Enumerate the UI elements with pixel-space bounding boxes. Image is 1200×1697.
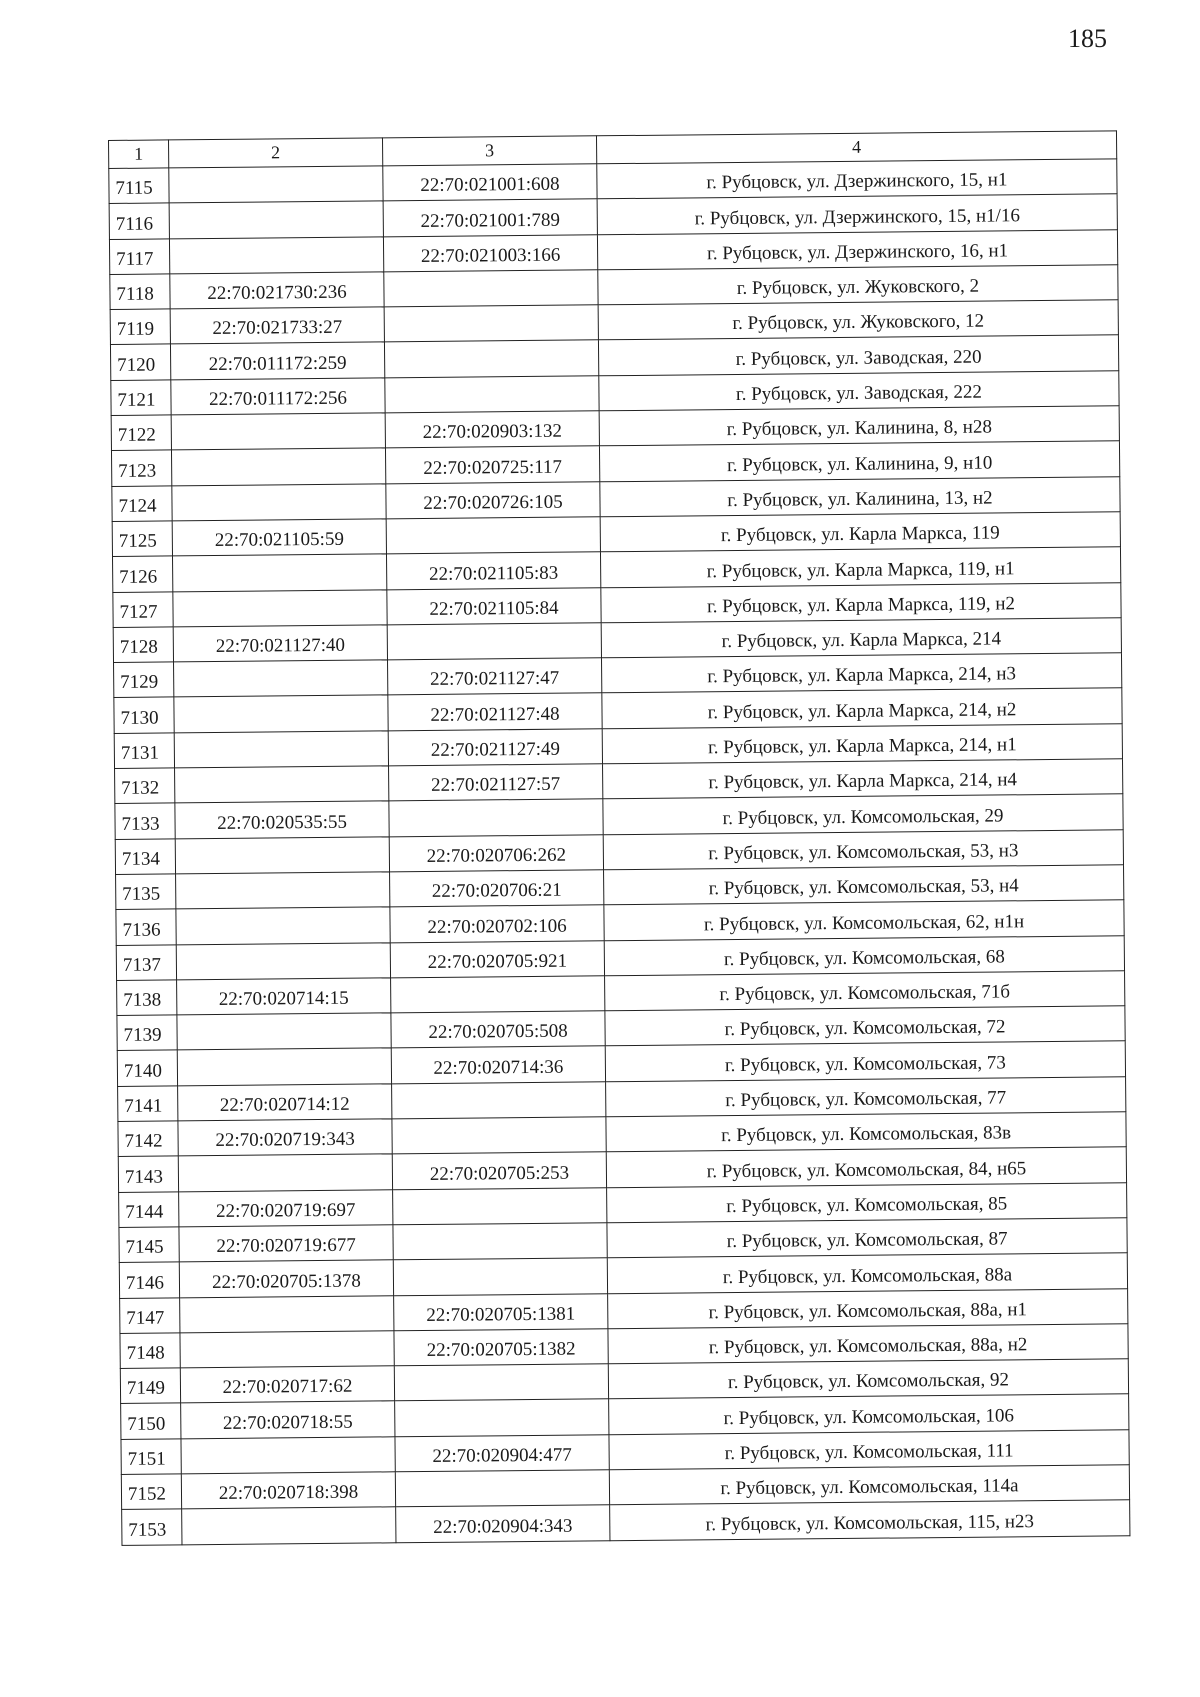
row-number-cell: 7139 [117,1015,177,1051]
cadastral-number-col3-cell: 22:70:020705:1382 [394,1329,608,1366]
cadastral-number-col3-cell [392,1081,606,1118]
address-cell: г. Рубцовск, ул. Карла Маркса, 119, н1 [600,547,1120,587]
cadastral-number-col3-cell: 22:70:020726:105 [386,481,600,518]
cadastral-number-col3-cell [393,1223,607,1260]
cadastral-number-col2-cell [177,1048,391,1085]
cadastral-number-col3-cell: 22:70:020714:36 [391,1046,605,1083]
cadastral-number-col3-cell: 22:70:020705:253 [392,1152,606,1189]
row-number-cell: 7134 [115,839,175,875]
cadastral-number-col3-cell [394,1364,608,1401]
cadastral-number-col2-cell [182,1507,396,1544]
cadastral-number-col2-cell [174,731,388,768]
cadastral-number-col3-cell [386,517,600,554]
row-number-cell: 7141 [118,1086,178,1122]
cadastral-number-col2-cell: 22:70:011172:256 [171,378,385,415]
cadastral-number-col3-cell [393,1258,607,1295]
cadastral-number-col3-cell: 22:70:020725:117 [385,446,599,483]
cadastral-number-col3-cell [395,1399,609,1436]
cadastral-number-col2-cell: 22:70:020718:398 [181,1472,395,1509]
registry-table [108,130,1130,1545]
address-cell: г. Рубцовск, ул. Комсомольская, 71б [605,971,1125,1011]
cadastral-number-col2-cell [175,836,389,873]
address-cell: г. Рубцовск, ул. Комсомольская, 84, н65 [606,1147,1126,1187]
row-number-cell: 7121 [111,380,171,416]
row-number-cell: 7148 [120,1333,180,1369]
cadastral-number-col3-cell: 22:70:021001:789 [383,199,597,236]
row-number-cell: 7135 [116,874,176,910]
address-cell: г. Рубцовск, ул. Комсомольская, 85 [607,1182,1127,1222]
cadastral-number-col3-cell: 22:70:020705:1381 [394,1293,608,1330]
cadastral-number-col3-cell [389,799,603,836]
address-cell: г. Рубцовск, ул. Комсомольская, 29 [603,794,1123,834]
cadastral-number-col3-cell [384,340,598,377]
cadastral-number-col2-cell [169,201,383,238]
cadastral-number-col2-cell [176,907,390,944]
cadastral-number-col3-cell [384,305,598,342]
cadastral-number-col2-cell [169,166,383,203]
column-header-2: 2 [169,138,383,168]
cadastral-number-col2-cell [180,1331,394,1368]
cadastral-number-col2-cell: 22:70:020719:697 [179,1189,393,1226]
cadastral-number-col2-cell: 22:70:011172:259 [170,342,384,379]
row-number-cell: 7133 [115,803,175,839]
row-number-cell: 7153 [122,1509,182,1545]
row-number-cell: 7128 [113,627,173,663]
cadastral-number-col2-cell [172,554,386,591]
address-cell: г. Рубцовск, ул. Комсомольская, 87 [607,1218,1127,1258]
row-number-cell: 7138 [117,980,177,1016]
cadastral-number-col2-cell: 22:70:020719:343 [178,1119,392,1156]
address-cell: г. Рубцовск, ул. Дзержинского, 15, н1 [597,159,1117,199]
cadastral-number-col3-cell: 22:70:020904:477 [395,1434,609,1471]
row-number-cell: 7123 [111,450,171,486]
cadastral-number-col2-cell [177,1013,391,1050]
address-cell: г. Рубцовск, ул. Комсомольская, 83в [606,1112,1126,1152]
address-cell: г. Рубцовск, ул. Комсомольская, 72 [605,1006,1125,1046]
address-cell: г. Рубцовск, ул. Комсомольская, 88а, н1 [608,1288,1128,1328]
cadastral-number-col3-cell: 22:70:021105:84 [387,587,601,624]
cadastral-number-col2-cell: 22:70:021105:59 [172,519,386,556]
address-cell: г. Рубцовск, ул. Карла Маркса, 214, н1 [602,724,1122,764]
row-number-cell: 7126 [113,556,173,592]
row-number-cell: 7142 [118,1121,178,1157]
cadastral-number-col3-cell [387,623,601,660]
row-number-cell: 7150 [121,1403,181,1439]
row-number-cell: 7118 [110,274,170,310]
cadastral-number-col3-cell: 22:70:021003:166 [383,234,597,271]
address-cell: г. Рубцовск, ул. Карла Маркса, 214, н3 [601,653,1121,693]
cadastral-number-col2-cell: 22:70:020719:677 [179,1225,393,1262]
cadastral-number-col3-cell: 22:70:021127:57 [389,764,603,801]
cadastral-number-col3-cell [392,1117,606,1154]
cadastral-number-col3-cell: 22:70:020904:343 [396,1505,610,1542]
address-cell: г. Рубцовск, ул. Заводская, 222 [599,371,1119,411]
row-number-cell: 7127 [113,591,173,627]
cadastral-number-col3-cell [393,1187,607,1224]
cadastral-number-col3-cell: 22:70:021127:48 [388,693,602,730]
row-number-cell: 7151 [121,1439,181,1475]
address-cell: г. Рубцовск, ул. Комсомольская, 114а [609,1465,1129,1505]
row-number-cell: 7144 [119,1191,179,1227]
cadastral-number-col2-cell [178,1154,392,1191]
row-number-cell: 7147 [120,1297,180,1333]
address-cell: г. Рубцовск, ул. Комсомольская, 88а, н2 [608,1324,1128,1364]
row-number-cell: 7143 [118,1156,178,1192]
address-cell: г. Рубцовск, ул. Жуковского, 2 [598,265,1118,305]
address-cell: г. Рубцовск, ул. Карла Маркса, 214, н4 [603,759,1123,799]
cadastral-number-col3-cell: 22:70:021001:608 [383,164,597,201]
cadastral-number-col2-cell [169,236,383,273]
cadastral-number-col2-cell [176,872,390,909]
cadastral-number-col3-cell: 22:70:021105:83 [386,552,600,589]
registry-table-container [108,130,1129,1545]
address-cell: г. Рубцовск, ул. Калинина, 13, н2 [600,476,1120,516]
cadastral-number-col2-cell [174,660,388,697]
cadastral-number-col2-cell [176,942,390,979]
cadastral-number-col2-cell: 22:70:020717:62 [180,1366,394,1403]
address-cell: г. Рубцовск, ул. Жуковского, 12 [598,300,1118,340]
row-number-cell: 7130 [114,697,174,733]
cadastral-number-col2-cell [181,1436,395,1473]
row-number-cell: 7145 [119,1227,179,1263]
cadastral-number-col3-cell [391,976,605,1013]
address-cell: г. Рубцовск, ул. Комсомольская, 88а [607,1253,1127,1293]
row-number-cell: 7136 [116,909,176,945]
address-cell: г. Рубцовск, ул. Комсомольская, 53, н3 [603,829,1123,869]
row-number-cell: 7132 [115,768,175,804]
row-number-cell: 7152 [121,1474,181,1510]
cadastral-number-col2-cell [172,484,386,521]
cadastral-number-col3-cell: 22:70:020903:132 [385,411,599,448]
row-number-cell: 7131 [114,733,174,769]
address-cell: г. Рубцовск, ул. Дзержинского, 15, н1/16 [597,194,1117,234]
cadastral-number-col3-cell [385,376,599,413]
address-cell: г. Рубцовск, ул. Комсомольская, 73 [605,1041,1125,1081]
cadastral-number-col2-cell: 22:70:021127:40 [173,625,387,662]
column-header-1: 1 [109,140,169,169]
column-header-3: 3 [382,136,596,166]
row-number-cell: 7120 [110,344,170,380]
cadastral-number-col3-cell [384,270,598,307]
column-header-4: 4 [596,131,1116,164]
row-number-cell: 7116 [109,203,169,239]
cadastral-number-col2-cell: 22:70:020718:55 [181,1401,395,1438]
address-cell: г. Рубцовск, ул. Комсомольская, 77 [606,1076,1126,1116]
cadastral-number-col3-cell: 22:70:021127:47 [388,658,602,695]
cadastral-number-col3-cell: 22:70:020705:921 [390,940,604,977]
cadastral-number-col2-cell: 22:70:020714:15 [177,978,391,1015]
address-cell: г. Рубцовск, ул. Комсомольская, 115, н23 [610,1500,1130,1540]
cadastral-number-col2-cell: 22:70:021733:27 [170,307,384,344]
cadastral-number-col2-cell: 22:70:021730:236 [170,272,384,309]
address-cell: г. Рубцовск, ул. Комсомольская, 92 [608,1359,1128,1399]
cadastral-number-col2-cell [173,589,387,626]
row-number-cell: 7117 [109,239,169,275]
cadastral-number-col3-cell [395,1470,609,1507]
cadastral-number-col2-cell: 22:70:020535:55 [175,801,389,838]
cadastral-number-col2-cell [174,695,388,732]
address-cell: г. Рубцовск, ул. Комсомольская, 53, н4 [604,865,1124,905]
row-number-cell: 7122 [111,415,171,451]
cadastral-number-col3-cell: 22:70:021127:49 [388,729,602,766]
address-cell: г. Рубцовск, ул. Комсомольская, 68 [604,935,1124,975]
address-cell: г. Рубцовск, ул. Заводская, 220 [598,335,1118,375]
cadastral-number-col3-cell: 22:70:020706:262 [389,834,603,871]
cadastral-number-col2-cell [171,448,385,485]
cadastral-number-col2-cell: 22:70:020714:12 [178,1084,392,1121]
page-number: 185 [1068,24,1107,53]
address-cell: г. Рубцовск, ул. Калинина, 9, н10 [599,441,1119,481]
address-cell: г. Рубцовск, ул. Комсомольская, 62, н1н [604,900,1124,940]
address-cell: г. Рубцовск, ул. Комсомольская, 106 [609,1394,1129,1434]
cadastral-number-col2-cell [171,413,385,450]
row-number-cell: 7137 [116,944,176,980]
row-number-cell: 7119 [110,309,170,345]
address-cell: г. Рубцовск, ул. Калинина, 8, н28 [599,406,1119,446]
cadastral-number-col3-cell: 22:70:020702:106 [390,905,604,942]
row-number-cell: 7115 [109,168,169,204]
row-number-cell: 7146 [119,1262,179,1298]
cadastral-number-col2-cell [175,766,389,803]
cadastral-number-col3-cell: 22:70:020706:21 [390,870,604,907]
address-cell: г. Рубцовск, ул. Карла Маркса, 119, н2 [601,582,1121,622]
row-number-cell: 7129 [114,662,174,698]
cadastral-number-col2-cell [180,1295,394,1332]
row-number-cell: 7140 [117,1050,177,1086]
address-cell: г. Рубцовск, ул. Карла Маркса, 214 [601,618,1121,658]
address-cell: г. Рубцовск, ул. Дзержинского, 16, н1 [597,229,1117,269]
row-number-cell: 7124 [112,486,172,522]
address-cell: г. Рубцовск, ул. Карла Маркса, 119 [600,512,1120,552]
row-number-cell: 7149 [120,1368,180,1404]
row-number-cell: 7125 [112,521,172,557]
cadastral-number-col2-cell: 22:70:020705:1378 [179,1260,393,1297]
address-cell: г. Рубцовск, ул. Карла Маркса, 214, н2 [602,688,1122,728]
table-body [109,159,1130,1545]
address-cell: г. Рубцовск, ул. Комсомольская, 111 [609,1429,1129,1469]
cadastral-number-col3-cell: 22:70:020705:508 [391,1011,605,1048]
